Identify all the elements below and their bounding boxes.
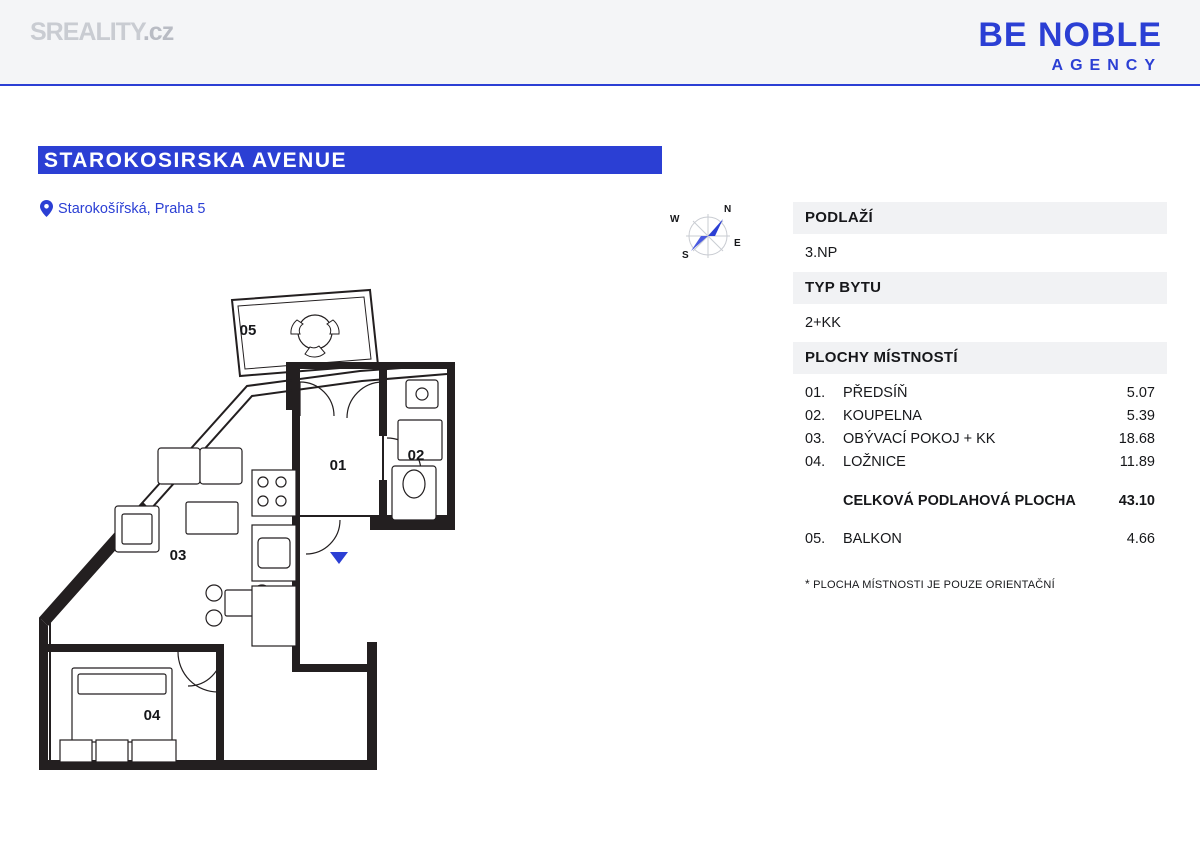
balcony-row <box>805 528 1155 551</box>
room-area: 11.89 <box>1119 454 1155 470</box>
total-area-value: 43.10 <box>1118 493 1155 509</box>
balcony-number: 05. <box>805 531 826 547</box>
address-line <box>40 200 206 217</box>
watermark-suffix: .cz <box>142 18 174 46</box>
room-label-01: 01 <box>329 457 347 474</box>
footnote <box>793 577 1167 591</box>
footnote-star: * <box>805 577 810 591</box>
room-area-list <box>793 374 1167 551</box>
room-area: 5.39 <box>1126 408 1155 424</box>
location-pin-icon <box>40 200 53 217</box>
plan-walls <box>40 290 495 770</box>
sreality-watermark <box>30 18 173 47</box>
agency-name: BE NOBLE <box>978 16 1162 54</box>
agency-subtitle: AGENCY <box>1051 57 1162 74</box>
room-area: 5.07 <box>1126 385 1155 401</box>
list-item <box>805 451 1155 474</box>
apartment-type-heading: TYP BYTU <box>793 272 1167 304</box>
room-name: PŘEDSÍŇ <box>843 385 908 401</box>
list-item <box>805 382 1155 405</box>
address-text: Starokošířská, Praha 5 <box>58 200 206 217</box>
svg-text:W: W <box>670 214 680 225</box>
svg-text:S: S <box>682 250 689 261</box>
room-label-03: 03 <box>169 547 187 564</box>
room-label-04: 04 <box>143 707 161 724</box>
watermark-text: SREALITY <box>30 18 143 46</box>
room-area: 18.68 <box>1118 431 1155 447</box>
svg-text:N: N <box>724 204 732 215</box>
floor-heading: PODLAŽÍ <box>793 202 1167 234</box>
room-label-02: 02 <box>407 447 425 464</box>
room-number: 01. <box>805 385 826 401</box>
room-name: LOŽNICE <box>843 454 906 470</box>
page-title: STAROKOSIRSKA AVENUE <box>44 149 348 172</box>
room-number: 02. <box>805 408 826 424</box>
info-panel <box>793 202 1167 591</box>
list-item <box>805 428 1155 451</box>
list-item <box>805 405 1155 428</box>
room-label-05: 05 <box>239 322 257 339</box>
floor-plan <box>0 270 790 800</box>
room-name: OBÝVACÍ POKOJ + KK <box>843 431 996 447</box>
balcony-area: 4.66 <box>1126 531 1155 547</box>
floor-value: 3.NP <box>805 245 838 261</box>
agency-logo <box>978 16 1162 76</box>
room-number: 03. <box>805 431 826 447</box>
room-name: KOUPELNA <box>843 408 922 424</box>
compass-rose-icon <box>668 196 748 276</box>
footnote-text: PLOCHA MÍSTNOSTI JE POUZE ORIENTAČNÍ <box>813 579 1055 591</box>
total-label: CELKOVÁ PODLAHOVÁ PLOCHA <box>843 493 1076 509</box>
room-areas-heading: PLOCHY MÍSTNOSTÍ <box>793 342 1167 374</box>
total-area-row <box>805 490 1155 512</box>
room-number: 04. <box>805 454 826 470</box>
apartment-type-value: 2+KK <box>805 315 841 331</box>
page-header <box>0 0 1200 86</box>
balcony-name: BALKON <box>843 531 902 547</box>
svg-text:E: E <box>734 238 741 249</box>
